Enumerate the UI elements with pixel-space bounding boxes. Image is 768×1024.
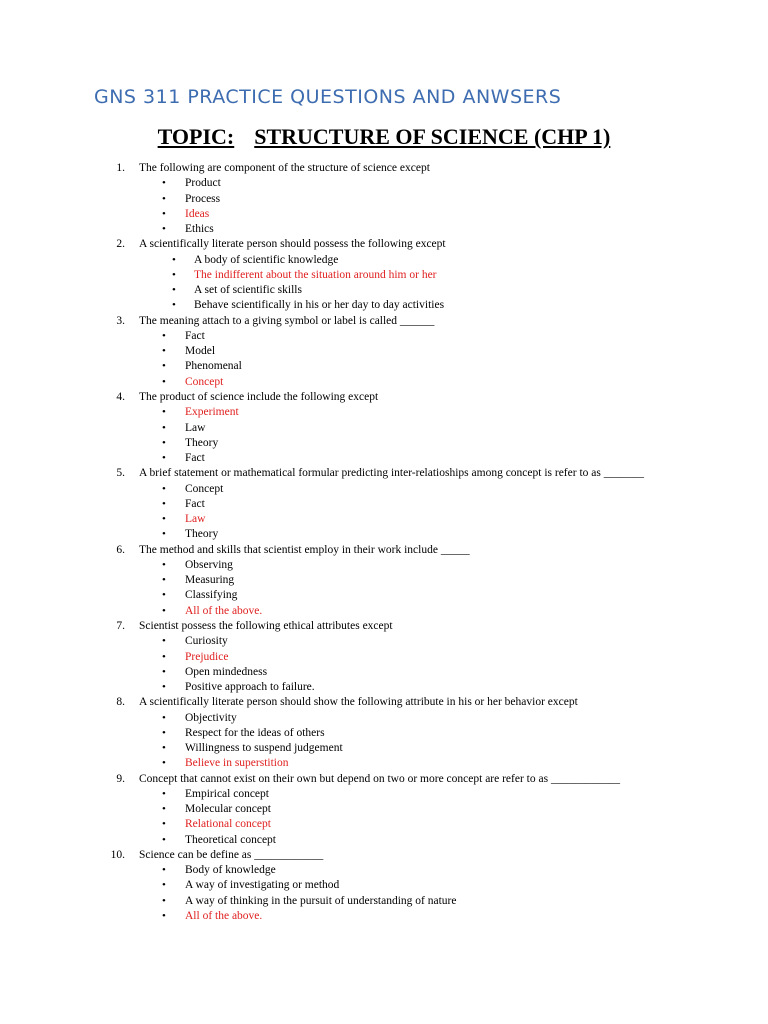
question-number: 1. bbox=[116, 162, 125, 174]
option-text: Willingness to suspend judgement bbox=[185, 742, 343, 755]
option-text: Fact bbox=[185, 329, 205, 342]
bullet-icon: • bbox=[162, 879, 166, 892]
question-text: A brief statement or mathematical formular predicting inter-relatioships among concept is refer to as _______ bbox=[139, 467, 644, 480]
question-number: 4. bbox=[116, 390, 125, 403]
question-text: The meaning attach to a giving symbol or label is called ______ bbox=[139, 314, 435, 327]
correct-answer-text: All of the above. bbox=[185, 604, 263, 617]
document-title: GNS 311 PRACTICE QUESTIONS AND ANWSERS bbox=[94, 86, 562, 108]
option-text: Respect for the ideas of others bbox=[185, 726, 325, 739]
question-text: The method and skills that scientist employ in their work include _____ bbox=[139, 543, 470, 556]
correct-answer-text: Concept bbox=[185, 375, 224, 388]
bullet-icon: • bbox=[162, 177, 166, 190]
option-text: Measuring bbox=[185, 574, 235, 587]
question-text: The product of science include the following except bbox=[139, 390, 379, 403]
answer-option bbox=[0, 375, 768, 390]
question-text: The following are component of the structure of science except bbox=[139, 162, 430, 174]
correct-answer-text: Experiment bbox=[185, 406, 239, 419]
bullet-icon: • bbox=[162, 818, 166, 831]
answer-option bbox=[0, 894, 768, 909]
option-text: Fact bbox=[185, 452, 205, 465]
answer-option bbox=[0, 680, 768, 695]
answer-option bbox=[0, 909, 768, 924]
answer-option bbox=[0, 512, 768, 527]
question-number: 10. bbox=[110, 848, 125, 861]
correct-answer-text: Law bbox=[185, 513, 206, 526]
question-number: 3. bbox=[116, 314, 125, 327]
question-text: Concept that cannot exist on their own but depend on two or more concept are refer to as ____________ bbox=[139, 772, 620, 785]
bullet-icon: • bbox=[162, 223, 166, 236]
option-text: Fact bbox=[185, 497, 205, 510]
question-number: 9. bbox=[116, 772, 125, 785]
question-number: 2. bbox=[116, 238, 125, 251]
bullet-icon: • bbox=[162, 329, 166, 342]
option-text: Body of knowledge bbox=[185, 864, 276, 877]
answer-option bbox=[0, 588, 768, 603]
answer-option bbox=[0, 650, 768, 665]
answer-option bbox=[0, 787, 768, 802]
bullet-icon: • bbox=[162, 574, 166, 587]
question-item bbox=[0, 695, 768, 710]
topic-label: TOPIC: bbox=[157, 124, 235, 149]
answer-option bbox=[0, 726, 768, 741]
bullet-icon: • bbox=[162, 726, 166, 739]
answer-option bbox=[0, 741, 768, 756]
question-item bbox=[0, 619, 768, 634]
option-text: A way of investigating or method bbox=[185, 879, 340, 892]
answer-option bbox=[0, 711, 768, 726]
correct-answer-text: Relational concept bbox=[185, 818, 271, 831]
answer-option bbox=[0, 176, 768, 191]
answer-option bbox=[0, 344, 768, 359]
bullet-icon: • bbox=[162, 604, 166, 617]
answer-option bbox=[0, 863, 768, 878]
answer-option bbox=[0, 802, 768, 817]
bullet-icon: • bbox=[162, 665, 166, 678]
bullet-icon: • bbox=[162, 375, 166, 388]
bullet-icon: • bbox=[162, 360, 166, 373]
answer-option bbox=[0, 634, 768, 649]
answer-option bbox=[0, 497, 768, 512]
bullet-icon: • bbox=[162, 192, 166, 205]
bullet-icon: • bbox=[162, 497, 166, 510]
bullet-icon: • bbox=[162, 513, 166, 526]
bullet-icon: • bbox=[162, 452, 166, 465]
question-text: Science can be define as ____________ bbox=[139, 848, 324, 861]
answer-option bbox=[0, 833, 768, 848]
question-item bbox=[0, 237, 768, 252]
option-text: Phenomenal bbox=[185, 360, 242, 373]
bullet-icon: • bbox=[172, 268, 176, 281]
answer-option bbox=[0, 756, 768, 771]
correct-answer-text: The indifferent about the situation around him or her bbox=[194, 268, 437, 281]
answer-option bbox=[0, 405, 768, 420]
option-text: Model bbox=[185, 345, 216, 358]
option-text: Law bbox=[185, 421, 206, 434]
bullet-icon: • bbox=[162, 757, 166, 770]
answer-option bbox=[0, 482, 768, 497]
option-text: Molecular concept bbox=[185, 803, 271, 816]
bullet-icon: • bbox=[162, 803, 166, 816]
answer-option bbox=[0, 421, 768, 436]
option-text: Theoretical concept bbox=[185, 833, 276, 846]
answer-option bbox=[0, 878, 768, 893]
answer-option bbox=[0, 329, 768, 344]
option-text: Curiosity bbox=[185, 635, 228, 648]
topic-heading bbox=[0, 124, 768, 150]
bullet-icon: • bbox=[172, 284, 176, 297]
bullet-icon: • bbox=[162, 864, 166, 877]
bullet-icon: • bbox=[162, 635, 166, 648]
bullet-icon: • bbox=[162, 406, 166, 419]
question-list bbox=[0, 161, 768, 924]
correct-answer-text: All of the above. bbox=[185, 910, 263, 923]
answer-option bbox=[0, 573, 768, 588]
bullet-icon: • bbox=[162, 910, 166, 923]
question-text: A scientifically literate person should show the following attribute in his or her behavior except bbox=[139, 696, 578, 709]
option-text: Theory bbox=[185, 436, 219, 449]
answer-option bbox=[0, 665, 768, 680]
question-item bbox=[0, 772, 768, 787]
bullet-icon: • bbox=[162, 558, 166, 571]
bullet-icon: • bbox=[162, 650, 166, 663]
bullet-icon: • bbox=[162, 482, 166, 495]
bullet-icon: • bbox=[162, 207, 166, 220]
question-item bbox=[0, 390, 768, 405]
question-text: Scientist possess the following ethical attributes except bbox=[139, 619, 393, 632]
question-item bbox=[0, 314, 768, 329]
option-text: Behave scientifically in his or her day to day activities bbox=[194, 299, 445, 312]
option-text: Theory bbox=[185, 528, 219, 541]
bullet-icon: • bbox=[162, 833, 166, 846]
option-text: Concept bbox=[185, 482, 224, 495]
question-number: 7. bbox=[116, 619, 125, 632]
bullet-icon: • bbox=[162, 421, 166, 434]
answer-option bbox=[0, 558, 768, 573]
option-text: Classifying bbox=[185, 589, 238, 602]
option-text: Process bbox=[185, 192, 221, 205]
option-text: Observing bbox=[185, 558, 233, 571]
option-text: A body of scientific knowledge bbox=[194, 253, 339, 266]
bullet-icon: • bbox=[162, 681, 166, 694]
question-item bbox=[0, 161, 768, 176]
bullet-icon: • bbox=[162, 528, 166, 541]
bullet-icon: • bbox=[162, 742, 166, 755]
answer-option bbox=[0, 192, 768, 207]
option-text: Open mindedness bbox=[185, 665, 268, 678]
option-text: Ethics bbox=[185, 223, 214, 236]
bullet-icon: • bbox=[162, 787, 166, 800]
answer-option bbox=[0, 268, 768, 283]
option-text: Objectivity bbox=[185, 711, 237, 724]
question-item bbox=[0, 848, 768, 863]
answer-option bbox=[0, 359, 768, 374]
option-text: Product bbox=[185, 177, 221, 190]
answer-option bbox=[0, 207, 768, 222]
answer-option bbox=[0, 283, 768, 298]
answer-option bbox=[0, 253, 768, 268]
bullet-icon: • bbox=[172, 253, 176, 266]
option-text: Positive approach to failure. bbox=[185, 681, 315, 694]
answer-option bbox=[0, 451, 768, 466]
answer-option bbox=[0, 436, 768, 451]
bullet-icon: • bbox=[162, 711, 166, 724]
answer-option bbox=[0, 604, 768, 619]
topic-value: STRUCTURE OF SCIENCE (CHP 1) bbox=[254, 124, 611, 149]
option-text: Empirical concept bbox=[185, 787, 269, 800]
correct-answer-text: Ideas bbox=[185, 207, 210, 220]
bullet-icon: • bbox=[172, 299, 176, 312]
bullet-icon: • bbox=[162, 345, 166, 358]
option-text: A way of thinking in the pursuit of understanding of nature bbox=[185, 894, 457, 907]
question-number: 5. bbox=[116, 467, 125, 480]
correct-answer-text: Prejudice bbox=[185, 650, 229, 663]
answer-option bbox=[0, 817, 768, 832]
question-item bbox=[0, 466, 768, 481]
answer-option bbox=[0, 222, 768, 237]
question-text: A scientifically literate person should possess the following except bbox=[139, 238, 446, 251]
question-number: 8. bbox=[116, 696, 125, 709]
correct-answer-text: Believe in superstition bbox=[185, 757, 289, 770]
option-text: A set of scientific skills bbox=[194, 284, 302, 297]
answer-option bbox=[0, 298, 768, 313]
bullet-icon: • bbox=[162, 894, 166, 907]
bullet-icon: • bbox=[162, 436, 166, 449]
question-item bbox=[0, 543, 768, 558]
bullet-icon: • bbox=[162, 589, 166, 602]
question-number: 6. bbox=[116, 543, 125, 556]
answer-option bbox=[0, 527, 768, 542]
